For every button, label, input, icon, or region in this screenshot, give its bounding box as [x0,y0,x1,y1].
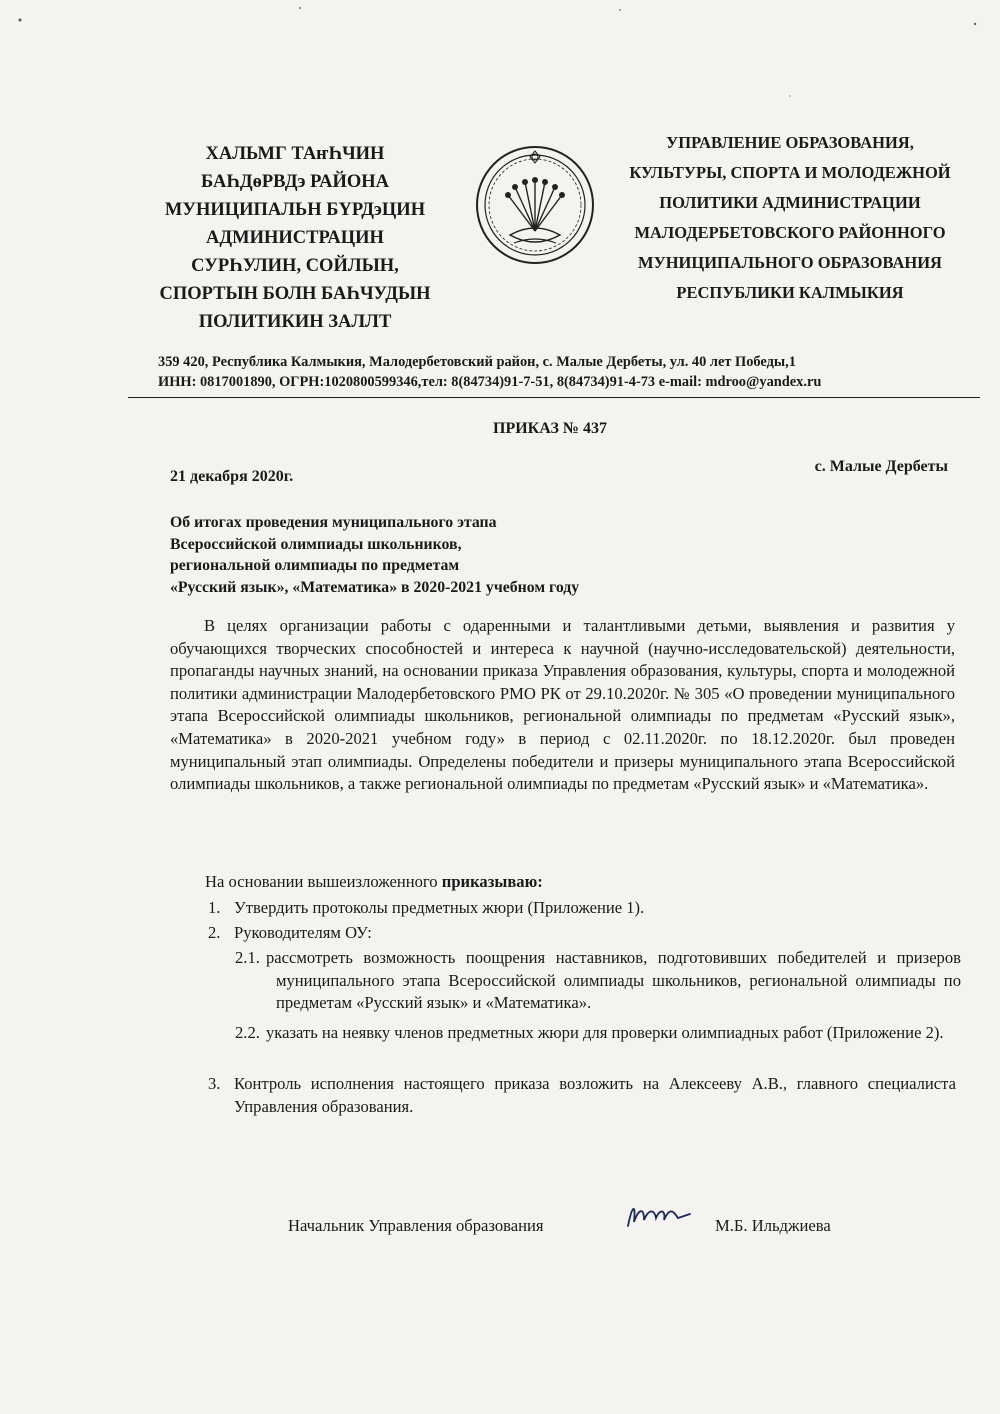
subject-line: «Русский язык», «Математика» в 2020-2021 учебном году [170,578,580,596]
basis-line [205,872,543,892]
item-number: 2.1. [235,948,260,967]
item-number: 2.2. [235,1023,260,1042]
header-left-line: ХАЛЬМГ ТАҥҺЧИН [205,144,385,164]
list-item-3: Контроль исполнения настоящего приказа возложить на Алексееву А.В., главного специалиста Управления образования. [234,1074,956,1116]
address-line: 359 420, Республика Калмыкия, Малодербетовский район, с. Малые Дербеты, ул. 40 лет Победы,1 [158,354,796,370]
header-left-line: АДМИНИСТРАЦИН [206,228,384,248]
list-item-2: Руководителям ОУ: [234,923,372,942]
item-number: 3. [208,1074,221,1093]
item-number: 2. [208,923,221,942]
header-left-line: СУРҺУЛИН, СОЙЛЫН, [191,256,399,276]
subject-line: региональной олимпиады по предметам [170,557,460,574]
header-left-line: ПОЛИТИКИН ЗАЛЛТ [198,312,392,332]
header-right-line: РЕСПУБЛИКИ КАЛМЫКИЯ [676,283,904,302]
header-left-line: БАҺДѳРВДэ РАЙОНА [200,172,389,192]
emblem-seal-icon [470,135,600,275]
handwritten-signature [622,1196,702,1236]
subject-line: Об итогах проведения муниципального этапа [170,514,497,531]
header-right-line: МУНИЦИПАЛЬНОГО ОБРАЗОВАНИЯ [638,253,942,272]
header-left-block [130,140,460,336]
list-item-2-1: рассмотреть возможность поощрения наставников, подготовивших победителей и призеров муниципального этапа Всероссийской олимпиады школьников, региональной олимпиады по предметам «Русский язык» и «Математика». [266,948,961,1013]
list-item-2-2: указать на неявку членов предметных жюри для проверки олимпиадных работ (Приложение 2). [266,1023,944,1042]
body-paragraph: В целях организации работы с одаренными и талантливыми детьми, выявления и развития у обучающихся творческих способностей и интереса к научной (научно-исследовательской) деятельности, пропаганды научных знаний, на основании приказа Управления образования, культуры, спорта и молодежной политики администрации Малодербетовского РМО РК от 29.10.2020г. № 305 «О проведении муниципального этапа Всероссийской олимпиады школьников, региональной олимпиады по предметам «Русский язык», «Математика» в 2020-2021 учебном году» в период с 02.11.2020г. по 18.12.2020г. был проведен муниципальный этап олимпиады. Определены победители и призеры муниципального этапа Всероссийской олимпиады школьников, а также региональной олимпиады по предметам «Русский язык» и «Математика». [170,616,955,794]
signature-position: Начальник Управления образования [288,1216,544,1235]
header-right-line: КУЛЬТУРЫ, СПОРТА И МОЛОДЕЖНОЙ [629,163,951,182]
basis-bold: приказываю: [441,872,543,891]
basis-prefix: На основании вышеизложенного [205,872,442,891]
order-title: ПРИКАЗ № 437 [493,420,607,437]
order-place: с. Малые Дербеты [814,458,948,475]
header-right-line: ПОЛИТИКИ АДМИНИСТРАЦИИ [659,193,921,212]
subject-line: Всероссийской олимпиады школьников, [170,535,462,553]
address-contacts-line: ИНН: 0817001890, ОГРН:1020800599346,тел: 8(84734)91-7-51, 8(84734)91-4-73 e-mail: mdroo@yandex.ru [158,374,822,390]
header-left-line: СПОРТЫН БОЛН БАҺЧУДЫН [159,284,431,304]
header-right-line: УПРАВЛЕНИЕ ОБРАЗОВАНИЯ, [666,133,914,152]
signature-name: М.Б. Ильджиева [715,1216,831,1235]
item-number: 1. [208,898,221,917]
order-date: 21 декабря 2020г. [170,468,294,485]
address-block [158,352,958,392]
order-subject [170,512,730,598]
header-right-block [600,128,980,308]
list-item-1: Утвердить протоколы предметных жюри (Приложение 1). [234,898,645,917]
header-right-line: МАЛОДЕРБЕТОВСКОГО РАЙОННОГО [634,223,946,242]
header-left-line: МУНИЦИПАЛЬН БҮРДэЦИН [164,200,426,220]
header-divider [128,397,980,398]
